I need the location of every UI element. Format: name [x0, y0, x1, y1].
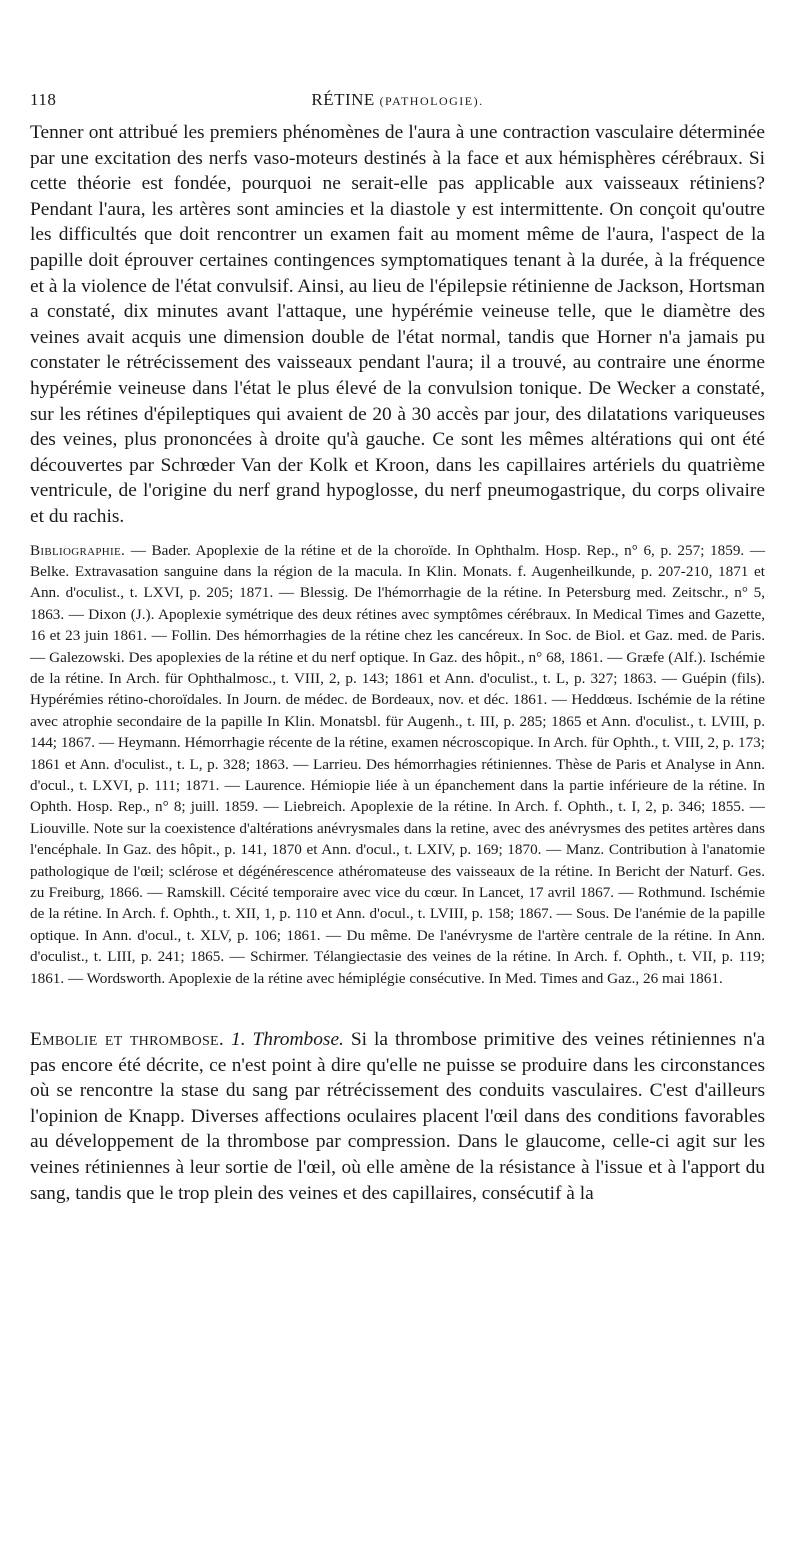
section-label: Embolie et thrombose.	[30, 1029, 225, 1051]
chapter-title: RÉTINE	[311, 90, 375, 109]
intro-paragraph: Tenner ont attribué les premiers phénomènes de l'aura à une contraction vasculaire déterminée par une excitation des nerfs vaso-moteurs destinés à la face et aux hémisphères cérébraux. Si cette théorie est fondée, pourquoi ne serait-elle pas applicable aux vaisseaux rétiniens? Pendant l'aura, les artères sont amincies et la diastole y est intermittente. On conçoit qu'outre les difficultés que doit rencontrer un examen fait au moment même de l'aura, l'aspect de la papille doit éprouver certaines contingences symptomatiques tenant à la durée, à la fréquence et à la violence de l'état convulsif. Ainsi, au lieu de l'épilepsie rétinienne de Jackson, Hortsman a constaté, dix minutes avant l'attaque, une hypérémie veineuse telle, que le diamètre des veines avait acquis une dimension double de l'état normal, tandis que Horner n'a jamais pu constater le rétrécissement des vaisseaux pendant l'aura; il a trouvé, au contraire une énorme hypérémie veineuse dans l'état le plus élevé de la convulsion tonique. De Wecker a constaté, sur les rétines d'épileptiques qui avaient de 20 à 30 accès par jour, des dilatations variqueuses des veines, plus prononcées à droite qu'à gauche. Ce sont les mêmes altérations qui ont été découvertes par Schrœder Van der Kolk et Kroon, dans les capillaires artériels du quatrième ventricule, de l'origine du nerf grand hypoglosse, du nerf pneumogastrique, du corps olivaire et du rachis.	[30, 122, 765, 527]
bibliography-label: Bibliographie.	[30, 541, 126, 559]
bibliography-text: — Bader. Apoplexie de la rétine et de la choroïde. In Ophthalm. Hosp. Rep., n° 6, p. 257; 1859. — Belke. Extravasation sanguine dans la région de la macula. In Klin. Monats. f. Augenheilkunde, p. 207-210, 1871 et Ann. d'oculist., t. LXVI, p. 205; 1871. — Blessig. De l'hémorrhagie de la rétine. In Petersburg med. Zeitschr., n° 5, 1863. — Dixon (J.). Apoplexie symétrique des deux rétines avec symptômes cérébraux. In Medical Times and Gazette, 16 et 23 juin 1861. — Follin. Des hémorrhagies de la rétine chez les cancéreux. In Soc. de Biol. et Gaz. med. de Paris. — Galezowski. Des apoplexies de la rétine et du nerf optique. In Gaz. des hôpit., n° 68, 1861. — Græfe (Alf.). Ischémie de la rétine. In Arch. für Ophthalmosc., t. VIII, 2, p. 143; 1861 et Ann. d'oculist., t. L, p. 327; 1863. — Guépin (fils). Hypérémies rétino-choroïdales. In Journ. de médec. de Bordeaux, nov. et déc. 1861. — Heddœus. Ischémie de la rétine avec atrophie secondaire de la papille In Klin. Monatsbl. für Augenh., t. III, p. 285; 1865 et Ann. d'oculist., t. LVIII, p. 144; 1867. — Heymann. Hémorrhagie récente de la rétine, examen nécroscopique. In Arch. für Ophth., t. VIII, 2, p. 173; 1861 et Ann. d'oculist., t. L, p. 328; 1863. — Larrieu. Des hémorrhagies rétiniennes. Thèse de Paris et Analyse in Ann. d'ocul., t. LXVI, p. 111; 1871. — Laurence. Hémiopie liée à un épanchement dans la partie inférieure de la rétine. In Ophth. Hosp. Rep., n° 8; juill. 1859. — Liebreich. Apoplexie de la rétine. In Arch. f. Ophth., t. I, 2, p. 346; 1855. — Liouville. Note sur la coexistence d'altérations anévrysmales dans la retine, avec des anévrysmes des petites artères dans l'encéphale. In Gaz. des hôpit., p. 141, 1870 et Ann. d'ocul., t. LXIV, p. 169; 1870. — Manz. Contribution à l'anatomie pathologique de l'œil; sclérose et dégénérescence athéromateuse des vaisseaux de la rétine. In Bericht der Naturf. Ges. zu Freiburg, 1866. — Ramskill. Cécité temporaire avec vice du cœur. In Lancet, 17 avril 1867. — Rothmund. Ischémie de la rétine. In Arch. f. Ophth., t. XII, 1, p. 110 et Ann. d'ocul., t. LVIII, p. 158; 1867. — Sous. De l'anémie de la papille optique. In Ann. d'ocul., t. XLV, p. 106; 1861. — Du même. De l'anévrysme de l'artère centrale de la rétine. In Ann. d'oculist., t. LIII, p. 241; 1865. — Schirmer. Télangiectasie des veines de la rétine. In Arch. f. Ophth., t. VII, p. 119; 1861. — Wordsworth. Apoplexie de la rétine avec hémiplégie consécutive. In Med. Times and Gaz., 26 mai 1861.	[30, 541, 766, 987]
chapter-subtitle: (PATHOLOGIE).	[379, 94, 484, 108]
page-number: 118	[30, 90, 57, 109]
section-paragraph	[30, 1027, 765, 1206]
subsection-title: 1. Thrombose.	[231, 1029, 344, 1051]
running-title	[30, 90, 765, 110]
bibliography	[30, 540, 765, 990]
section-body: Si la thrombose primitive des veines rétiniennes n'a pas encore été décrite, ce n'est point à dire qu'elle ne puisse se produire dans les circonstances où se rencontre la stase du sang par rétrécissement des conduits vasculaires. C'est d'ailleurs l'opinion de Knapp. Diverses affections oculaires placent l'œil dans des conditions favorables au développement de la thrombose par compression. Dans le glaucome, celle-ci agit sur les veines rétiniennes à leur sortie de l'œil, où elle amène de la résistance à l'issue et à l'apport du sang, tandis que le trop plein des veines et des capillaires, consécutif à la	[30, 1029, 765, 1204]
book-page	[30, 90, 765, 1206]
section-gap	[30, 989, 765, 1027]
running-head	[30, 90, 765, 120]
